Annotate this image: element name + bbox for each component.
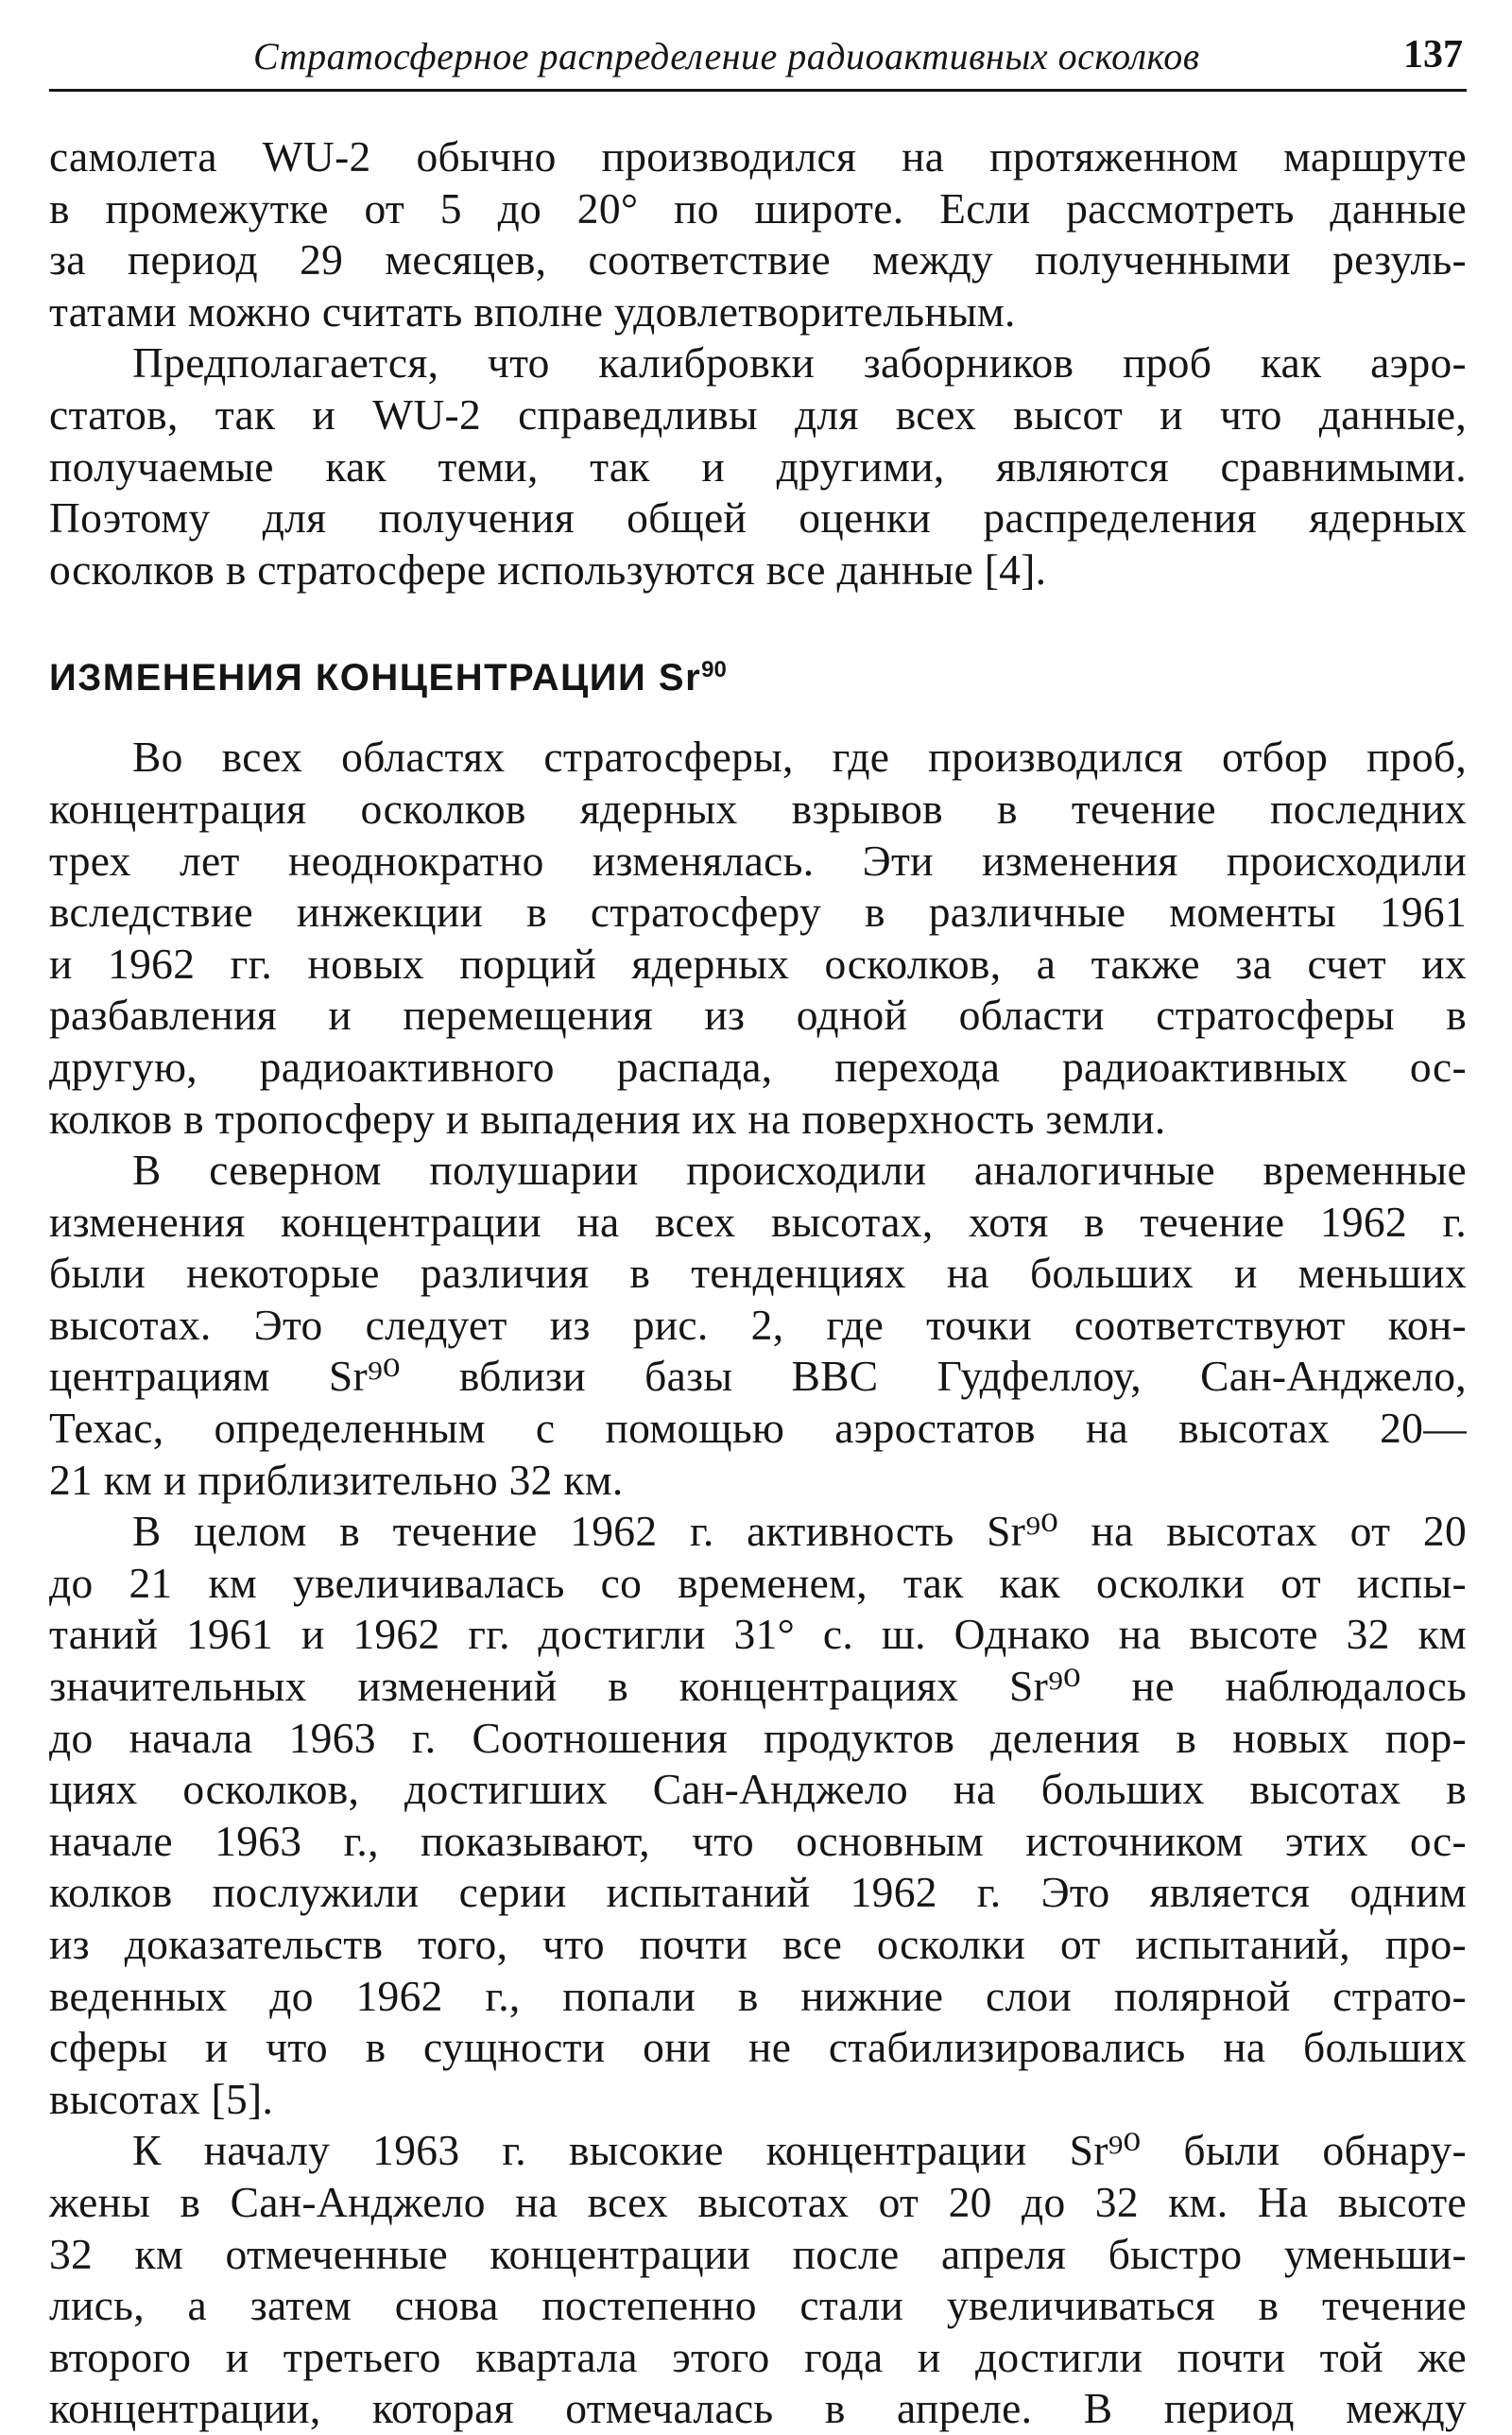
text-line: колков в тропосферу и выпадения их на поверхность земли. — [49, 1094, 1166, 1143]
text-line: значительных изменений в концентрациях Sr⁹⁰ не наблюдалось — [49, 1662, 1467, 1711]
text-line: таний 1961 и 1962 гг. достигли 31° с. ш. Однако на высоте 32 км — [49, 1610, 1467, 1659]
text-line: другую, радиоактивного распада, перехода радиоактивных ос- — [49, 1042, 1467, 1091]
text-line: разбавления и перемещения из одной области стратосферы в — [49, 991, 1467, 1040]
book-page — [49, 26, 1467, 2435]
page-number: 137 — [1403, 33, 1463, 77]
paragraph-4 — [49, 1145, 1467, 1506]
text-line: жены в Сан-Анджело на всех высотах от 20 до 32 км. На высоте — [49, 2177, 1467, 2226]
text-line: В целом в течение 1962 г. активность Sr⁹⁰ на высотах от 20 — [132, 1507, 1467, 1556]
paragraph-5 — [49, 1506, 1467, 2125]
text-line: в промежутке от 5 до 20° по широте. Если рассмотреть данные — [49, 183, 1467, 233]
paragraph-6 — [49, 2125, 1467, 2435]
text-line: В северном полушарии происходили аналогичные временные — [132, 1146, 1467, 1195]
section-heading-text: ИЗМЕНЕНИЯ КОНЦЕНТРАЦИИ Sr — [49, 657, 702, 699]
page-header — [49, 26, 1467, 92]
running-title: Стратосферное распределение радиоактивных осколков — [253, 35, 1200, 78]
text-line: осколков в стратосфере используются все данные [4]. — [49, 544, 1047, 594]
text-line: из доказательств того, что почти все осколки от испытаний, про- — [49, 1920, 1467, 1968]
paragraph-1 — [49, 131, 1467, 337]
text-line: веденных до 1962 г., попали в нижние слои полярной страто- — [49, 1971, 1467, 2020]
text-line: татами можно считать вполне удовлетворительным. — [49, 286, 1016, 336]
text-line: 32 км отмеченные концентрации после апреля быстро уменьши- — [49, 2229, 1467, 2278]
text-line: получаемые как теми, так и другими, являются сравнимыми. — [49, 441, 1467, 491]
text-line: центрациям Sr⁹⁰ вблизи базы ВВС Гудфеллоу, Сан-Анджело, — [49, 1352, 1467, 1401]
page-body — [49, 131, 1467, 2435]
text-line: Во всех областях стратосферы, где производился отбор проб, — [132, 733, 1467, 782]
section-spacer — [49, 596, 1467, 647]
text-line: колков послужили серии испытаний 1962 г. Это является одним — [49, 1868, 1467, 1917]
text-line: Поэтому для получения общей оценки распределения ядерных — [49, 493, 1467, 543]
text-line: концентрации, которая отмечалась в апреле. В период между — [49, 2384, 1467, 2433]
text-line: высотах [5]. — [49, 2074, 274, 2123]
text-line: циях осколков, достигших Сан-Анджело на больших высотах в — [49, 1765, 1467, 1814]
text-line: Предполагается, что калибровки заборников проб как аэро- — [132, 338, 1467, 388]
text-line: трех лет неоднократно изменялась. Эти изменения происходили — [49, 836, 1467, 885]
paragraph-2 — [49, 337, 1467, 596]
text-line: Техас, определенным с помощью аэростатов на высотах 20— — [49, 1404, 1467, 1453]
paragraph-3 — [49, 732, 1467, 1145]
text-line: вследствие инжекции в стратосферу в различные моменты 1961 — [49, 888, 1467, 937]
text-line: за период 29 месяцев, соответствие между полученными резуль- — [49, 235, 1467, 285]
text-line: были некоторые различия в тенденциях на больших и меньших — [49, 1249, 1467, 1298]
text-line: сферы и что в сущности они не стабилизировались на больших — [49, 2023, 1467, 2072]
text-line: К началу 1963 г. высокие концентрации Sr⁹⁰ были обнару- — [132, 2126, 1467, 2175]
text-line: концентрация осколков ядерных взрывов в течение последних — [49, 784, 1467, 833]
section-heading — [49, 647, 1467, 699]
text-line: лись, а затем снова постепенно стали увеличиваться в течение — [49, 2281, 1467, 2330]
text-line: самолета WU-2 обычно производился на протяженном маршруте — [49, 132, 1467, 181]
text-line: высотах. Это следует из рис. 2, где точки соответствуют кон- — [49, 1300, 1467, 1349]
text-line: изменения концентрации на всех высотах, хотя в течение 1962 г. — [49, 1197, 1467, 1246]
text-line: второго и третьего квартала этого года и достигли почти той же — [49, 2332, 1467, 2381]
text-line: до начала 1963 г. Соотношения продуктов деления в новых пор- — [49, 1713, 1467, 1762]
text-line: начале 1963 г., показывают, что основным источником этих ос- — [49, 1816, 1467, 1865]
text-line: статов, так и WU-2 справедливы для всех высот и что данные, — [49, 389, 1467, 439]
text-line: и 1962 гг. новых порций ядерных осколков, а также за счет их — [49, 939, 1467, 988]
section-heading-superscript: 90 — [701, 657, 727, 683]
text-line: до 21 км увеличивалась со временем, так как осколки от испы- — [49, 1558, 1467, 1607]
text-line: 21 км и приблизительно 32 км. — [49, 1455, 624, 1504]
